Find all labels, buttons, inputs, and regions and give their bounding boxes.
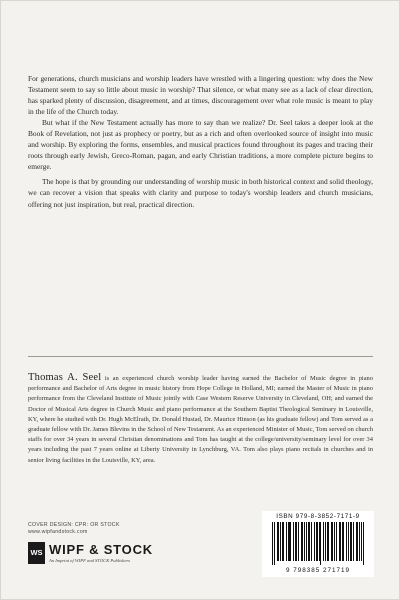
barcode-bar xyxy=(293,522,294,561)
barcode-bar xyxy=(348,522,349,561)
blurb xyxy=(28,73,373,210)
publisher-tagline: An Imprint of WIPF and STOCK Publishers xyxy=(49,558,131,563)
barcode-bar xyxy=(302,522,303,561)
publisher-name: WIPF & STOCK xyxy=(49,542,153,557)
barcode-bar xyxy=(340,522,341,561)
barcode-bar xyxy=(363,522,364,565)
cover-design-credit: COVER DESIGN: CPR: OR STOCK xyxy=(28,522,120,528)
barcode-bar xyxy=(274,522,275,565)
barcode-bar xyxy=(317,522,318,561)
barcode-bar xyxy=(278,522,279,561)
barcode-bar xyxy=(323,522,324,561)
isbn-barcode xyxy=(262,511,374,577)
barcode-bar xyxy=(280,522,281,561)
barcode-bar xyxy=(332,522,333,561)
barcode-bar xyxy=(290,522,291,561)
blurb-paragraph: The hope is that by grounding our understanding of worship music in both historical context and solid theology, we can recover a vision that speaks with clarity and purpose to today's worship leaders and church musicians, offering not just inspiration, but real, practical direction. xyxy=(28,177,373,209)
barcode-bar xyxy=(296,522,297,561)
barcode-bar xyxy=(351,522,352,561)
barcode-bar xyxy=(320,522,321,565)
barcode-bar xyxy=(314,522,315,561)
barcode-bar xyxy=(298,522,299,561)
blurb-paragraph: For generations, church musicians and worship leaders have wrestled with a lingering question: why does the New Testament seem to say so little about music in worship? That silence, or what many see as a lack of clear direction, has sparked plenty of discussion, disagreement, and at times, discouragement over what role music is meant to play in the life of the Church today. xyxy=(28,74,373,117)
author-bio-text: is an experienced church worship leader having earned the Bachelor of Music degree in piano performance and Bachelor of Arts degree in music history from Hope College in Holland, MI; earned the Master of Music in piano performance from the Cleveland Institute of Music jointly with Case Western Reserve University in Cleveland, OH; and earned the Doctor of Musical Arts degree in Church Music and piano performance at the Southern Baptist Theological Seminary in Louisville, KY, where he studied with Dr. Hugh McElrath, Dr. Donald Hustad, Dr. Maurice Hinson (as his graduate fellow) and Tom served as a graduate fellow with Dr. James Blevins in the School of New Testament. As an experienced Minister of Music, Tom served on church staffs for over 34 years in several Christian denominations and Tom has taught at the college/university/seminary level for over 34 years including the past 7 years online at Liberty University in Lynchburg, VA. Tom also plays piano recitals in churches and in senior living facilities in the Louisville, KY, area. xyxy=(28,375,373,464)
section-divider xyxy=(28,356,373,357)
barcode-bar xyxy=(283,522,284,561)
barcode-bar xyxy=(343,522,344,561)
barcode-bar xyxy=(359,522,360,561)
barcode-bar xyxy=(346,522,347,561)
author-bio xyxy=(28,373,373,466)
publisher-logo xyxy=(28,541,208,567)
credits xyxy=(28,522,120,536)
barcode-digits: 9 798385 271719 xyxy=(285,567,351,574)
barcode-bar xyxy=(311,522,312,561)
barcode-bar xyxy=(361,522,362,561)
barcode-bars xyxy=(272,522,367,565)
barcode-bar xyxy=(309,522,310,561)
publisher-website: www.wipfandstock.com xyxy=(28,529,88,535)
barcode-bar xyxy=(328,522,329,561)
barcode-bar xyxy=(306,522,307,561)
barcode-bar xyxy=(286,522,287,561)
barcode-bar xyxy=(357,522,358,561)
blurb-paragraph: But what if the New Testament actually has more to say than we realize? Dr. Seel takes a deeper look at the Book of Revelation, not just as prophecy or poetry, but as a rich and often overlooked source of insight into music and worship. By exploring the forms, ensembles, and musical practices found throughout its pages and tracing their roots through early Jewish, Greco-Roman, pagan, and early Christian traditions, a more complete picture begins to emerge. xyxy=(28,118,373,172)
barcode-bar xyxy=(325,522,326,561)
publisher-logo-mark: WS xyxy=(28,542,45,564)
author-name: Thomas A. Seel xyxy=(28,372,102,383)
barcode-bar xyxy=(304,522,305,561)
barcode-bar xyxy=(272,522,273,565)
barcode-bar xyxy=(336,522,337,561)
barcode-bar xyxy=(353,522,354,561)
isbn-label: ISBN 979-8-3852-7171-9 xyxy=(276,513,360,520)
barcode-bar xyxy=(334,522,335,561)
